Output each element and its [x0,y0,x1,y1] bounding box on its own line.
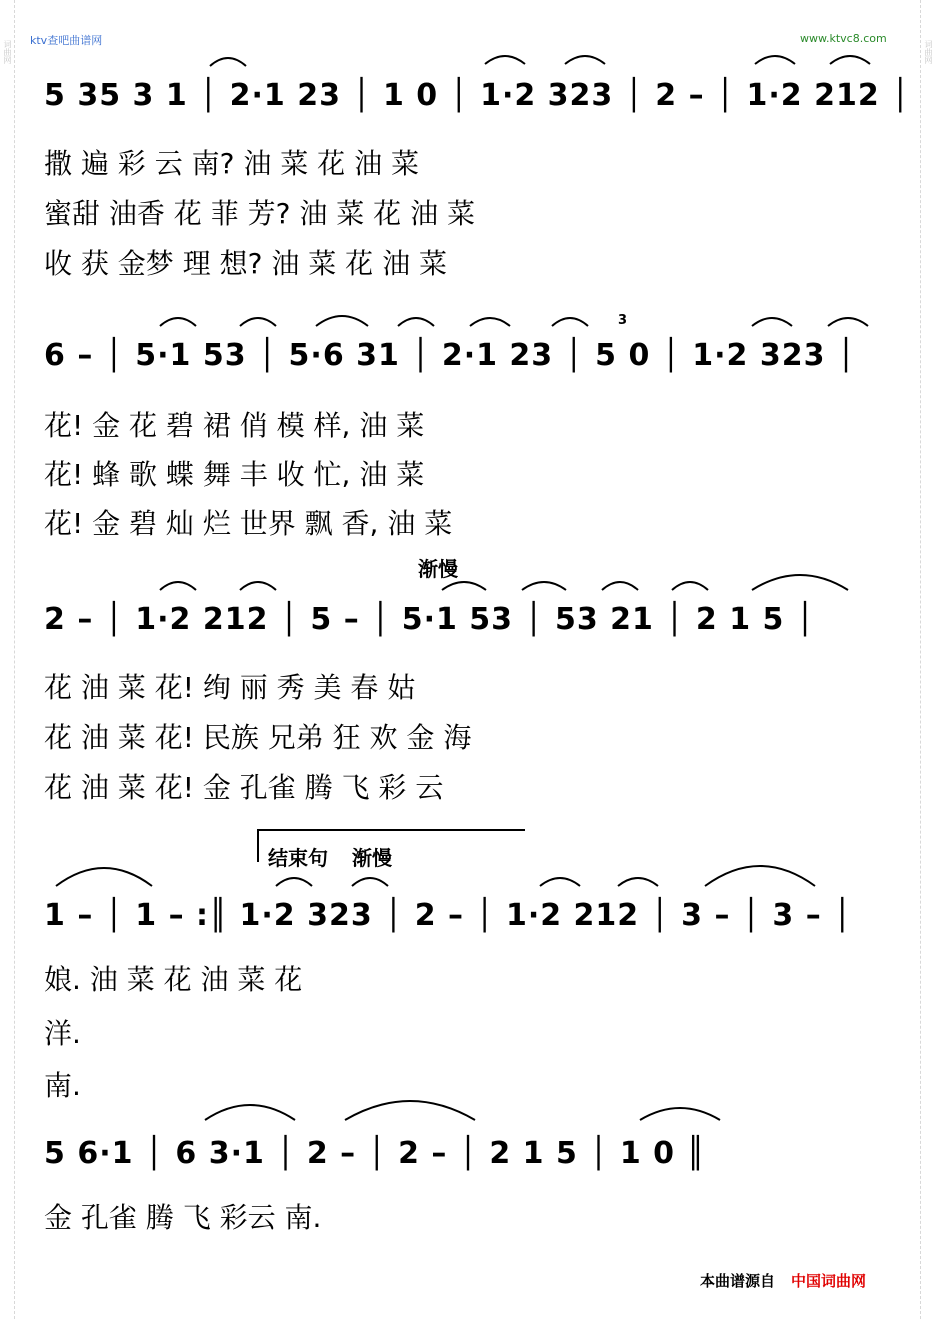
lyric-row-3-verse-1: 花 油 菜 花! 绚 丽 秀 美 春 姑 [44,671,416,704]
lyric-row-3-verse-2: 花 油 菜 花! 民族 兄弟 狂 欢 金 海 [44,721,472,754]
slur [210,58,246,66]
tempo-mark-gradually-slower: 渐慢 [418,557,458,581]
slur [552,318,588,326]
left-watermark-text: 词曲网 [3,40,12,64]
slur [470,318,510,326]
slur [240,318,276,326]
lyric-row-1-verse-1: 撒 遍 彩 云 南? 油 菜 花 油 菜 [44,147,419,180]
slur [205,1105,295,1120]
slur [442,582,486,590]
lyric-row-3-verse-3: 花 油 菜 花! 金 孔雀 腾 飞 彩 云 [44,771,444,804]
slur [672,582,708,590]
lyric-row-1-verse-3: 收 获 金梦 理 想? 油 菜 花 油 菜 [44,247,447,280]
slur [830,56,870,64]
ending-phrase-label: 结束句 [268,846,328,870]
lyric-row-4-verse-1: 娘. 油 菜 花 油 菜 花 [44,963,303,996]
ending-bracket [258,830,525,862]
site-label-right: www.ktvc8.com [800,32,887,45]
slur [485,56,525,64]
notation-row-4: 1 – │ 1 – :║ 1·2 323 │ 2 – │ 1·2 212 │ 3 – │ 3 – │ [44,898,853,933]
slur [240,582,276,590]
slur [398,318,434,326]
slur [828,318,868,326]
site-label-left: ktv查吧曲谱网 [30,34,103,47]
notation-row-1: 5 35 3 1 │ 2·1 23 │ 1 0 │ 1·2 323 │ 2 – │ 1·2 212 │ [44,78,911,113]
slur [752,575,848,590]
slur [755,56,795,64]
slur [352,878,388,886]
slur [565,56,605,64]
slur [602,582,638,590]
slur [316,316,368,326]
slur [160,318,196,326]
notation-row-5: 5 6·1 │ 6 3·1 │ 2 – │ 2 – │ 2 1 5 │ 1 0 ║ [44,1136,706,1171]
slur [540,878,580,886]
lyric-row-1-verse-2: 蜜甜 油香 花 菲 芳? 油 菜 花 油 菜 [44,197,475,230]
lyric-row-2-verse-2: 花! 蜂 歌 蝶 舞 丰 收 忙, 油 菜 [44,458,425,491]
slur [752,318,792,326]
lyric-row-2-verse-1: 花! 金 花 碧 裙 俏 模 样, 油 菜 [44,409,425,442]
tempo-mark-gradually-slower-2: 渐慢 [352,846,392,870]
notation-row-3: 2 – │ 1·2 212 │ 5 – │ 5·1 53 │ 53 21 │ 2 1 5 │ [44,602,815,637]
footer-source-label: 本曲谱源自 [700,1272,776,1290]
grace-note-mark: 3 [618,313,628,328]
slur [618,878,658,886]
slur [56,868,152,886]
slur [522,582,566,590]
lyric-row-5: 金 孔雀 腾 飞 彩云 南. [44,1201,322,1234]
slur [640,1108,720,1120]
lyric-row-4-verse-2: 洋. [44,1017,81,1050]
lyric-row-4-verse-3: 南. [44,1069,81,1102]
lyric-row-2-verse-3: 花! 金 碧 灿 烂 世界 飘 香, 油 菜 [44,507,453,540]
footer-brand-link[interactable]: 中国词曲网 [791,1272,867,1290]
slur [276,878,312,886]
slur [160,582,196,590]
slur [705,866,815,886]
slur [345,1101,475,1120]
right-watermark-text: 词曲网 [924,40,933,64]
notation-row-2: 6 – │ 5·1 53 │ 5·6 31 │ 2·1 23 │ 5 0 │ 1·2 323 │ [44,338,856,373]
